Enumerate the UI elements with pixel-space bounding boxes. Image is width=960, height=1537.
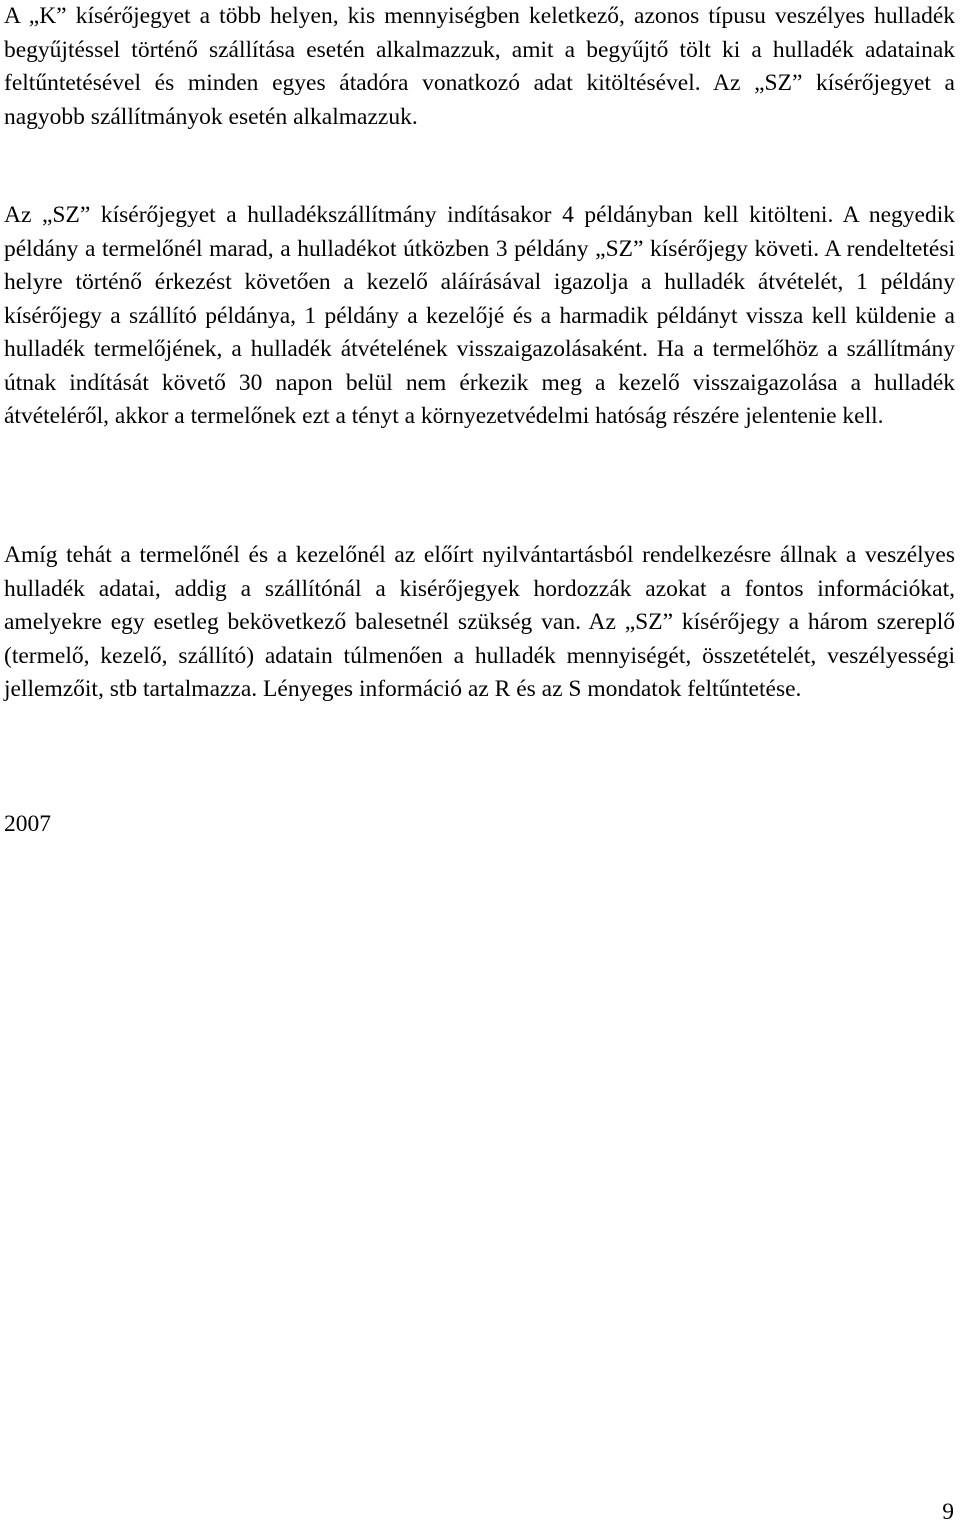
paragraph-sz-form-contents: Amíg tehát a termelőnél és a kezelőnél az előírt nyilvántartásból rendelkezésre állnak a veszélyes hulladék adatai, addig a szállítónál a kisérőjegyek hordozzák azokat a fontos információkat, amelyekre egy esetleg bekövetkező balesetnél szükség van. Az „SZ” kísérőjegy a három szereplő (termelő, kezelő, szállító) adatain túlmenően a hulladék mennyiségét, összetételét, veszélyességi jellemzőit, stb tartalmazza. Lényeges információ az R és az S mondatok feltűntetése. [4, 542, 955, 702]
paragraph-sz-form-copies: Az „SZ” kísérőjegyet a hulladékszállítmány indításakor 4 példányban kell kitölteni. A negyedik példány a termelőnél marad, a hulladékot útközben 3 példány „SZ” kísérőjegy követi. A rendeltetési helyre történő érkezést követően a kezelő aláírásával igazolja a hulladék átvételét, 1 példány kísérőjegy a szállító példánya, 1 példány a kezelőjé és a harmadik példányt vissza kell küldenie a hulladék termelőjének, a hulladék átvételének visszaigazolásaként. Ha a termelőhöz a szállítmány útnak indítását követő 30 napon belül nem érkezik meg a kezelő visszaigazolása a hulladék átvételéről, akkor a termelőnek ezt a tényt a környezetvédelmi hatóság részére jelentenie kell. [4, 202, 955, 429]
paragraph-k-form: A „K” kísérőjegyet a több helyen, kis mennyiségben keletkező, azonos típusu veszélyes hulladék begyűjtéssel történő szállítása esetén alkalmazzuk, amit a begyűjtő tölt ki a hulladék adatainak feltűntetésével és minden egyes átadóra vonatkozó adat kitöltésével. Az „SZ” kísérőjegyet a nagyobb szállítmányok esetén alkalmazzuk. [4, 3, 955, 130]
page-number: 9 [942, 1499, 954, 1525]
year-label: 2007 [4, 811, 51, 837]
